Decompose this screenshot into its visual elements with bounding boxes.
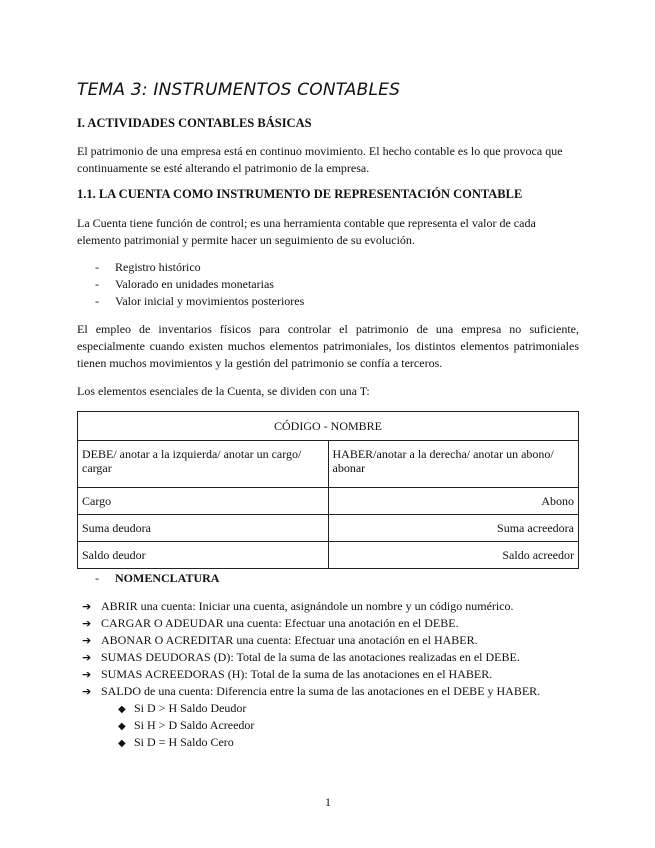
list-item: ◆ Si D = H Saldo Cero [118,734,254,751]
list-item: - Valorado en unidades monetarias [95,277,274,291]
arrow-icon: ➔ [82,685,92,698]
list-item: - Valor inicial y movimientos posteriores [95,294,305,308]
table-header: CÓDIGO - NOMBRE [78,412,579,441]
section-1-heading: I. ACTIVIDADES CONTABLES BÁSICAS [77,116,312,130]
arrow-icon: ➔ [82,651,92,664]
list-item: ➔ SALDO de una cuenta: Diferencia entre la suma de las anotaciones en el DEBE y HABER. [82,684,541,698]
document-page [77,0,579,848]
table-cell: Abono [328,488,579,515]
t-account-table [77,411,579,569]
features-list [95,259,304,310]
saldo-conditions-list [118,700,254,751]
table-cell: Cargo [78,488,329,515]
list-item: ➔ ABONAR O ACREDITAR una cuenta: Efectuar una anotación en el HABER. [82,633,478,647]
table-row [78,542,579,569]
table-cell: Saldo acreedor [328,542,579,569]
t-account-intro: Los elementos esenciales de la Cuenta, se dividen con una T: [77,384,370,398]
list-item: ➔ ABRIR una cuenta: Iniciar una cuenta, asignándole un nombre y un código numérico. [82,599,514,613]
list-item: - Registro histórico [95,260,201,274]
diamond-bullet-icon: ◆ [118,704,126,715]
list-item: ◆ Si D > H Saldo Deudor [118,700,254,717]
list-item: ➔ SUMAS DEUDORAS (D): Total de la suma de las anotaciones realizadas en el DEBE. [82,650,520,664]
inventory-paragraph: El empleo de inventarios físicos para controlar el patrimonio de una empresa no suficiente, especialmente cuando existen muchos elementos patrimoniales, los distintos elementos patrimoniales tienen muchos movimientos y la gestión del patrimonio se confía a terceros. [77,322,579,370]
nomenclatura-list [82,598,540,700]
list-item: ◆ Si H > D Saldo Acreedor [118,717,254,734]
arrow-icon: ➔ [82,617,92,630]
page-number: 1 [325,795,331,809]
nomenclatura-heading: - NOMENCLATURA [95,571,220,585]
section-1-1-paragraph: La Cuenta tiene función de control; es una herramienta contable que representa el valor de cada elemento patrimonial y permite hacer un seguimiento de su evolución. [77,216,536,247]
diamond-bullet-icon: ◆ [118,721,126,732]
list-item: ➔ CARGAR O ADEUDAR una cuenta: Efectuar una anotación en el DEBE. [82,616,459,630]
arrow-icon: ➔ [82,600,92,613]
section-1-1-heading: 1.1. LA CUENTA COMO INSTRUMENTO DE REPRESENTACIÓN CONTABLE [77,187,523,201]
arrow-icon: ➔ [82,668,92,681]
table-row [78,488,579,515]
table-row [78,515,579,542]
haber-column-header: HABER/anotar a la derecha/ anotar un abono/ abonar [328,441,579,488]
diamond-bullet-icon: ◆ [118,738,126,749]
table-cell: Suma acreedora [328,515,579,542]
section-1-paragraph: El patrimonio de una empresa está en continuo movimiento. El hecho contable es lo que provoca que continuamente se esté alterando el patrimonio de la empresa. [77,144,563,175]
document-title: TEMA 3: INSTRUMENTOS CONTABLES [77,80,401,100]
debe-column-header: DEBE/ anotar a la izquierda/ anotar un cargo/ cargar [78,441,329,488]
list-item: ➔ SUMAS ACREEDORAS (H): Total de la suma de las anotaciones en el HABER. [82,667,493,681]
table-cell: Saldo deudor [78,542,329,569]
table-cell: Suma deudora [78,515,329,542]
arrow-icon: ➔ [82,634,92,647]
